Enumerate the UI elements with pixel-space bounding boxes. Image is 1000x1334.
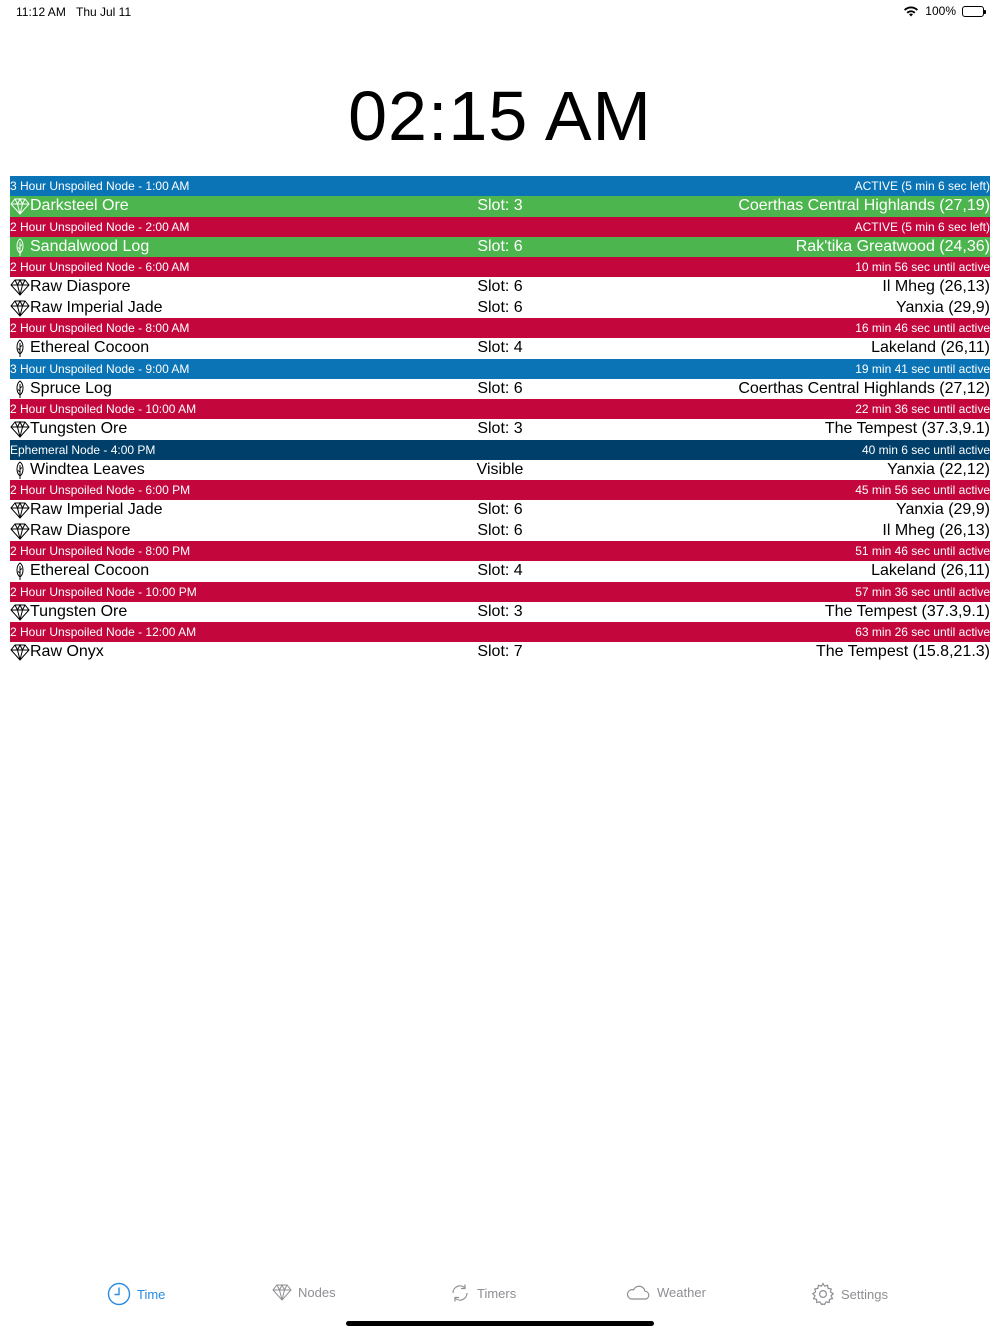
wifi-icon [903,5,919,17]
node-group-header [10,359,990,379]
node-item-row[interactable] [10,196,990,217]
node-item-row[interactable] [10,338,990,359]
gem-icon [10,521,30,541]
item-location: Lakeland (26,11) [871,339,990,357]
node-group-header [10,440,990,460]
item-slot: Visible [476,460,524,478]
node-group-title: Ephemeral Node - 4:00 PM [10,442,156,457]
node-group-header [10,257,990,277]
node-group-title: 2 Hour Unspoiled Node - 12:00 AM [10,625,197,639]
leaf-icon [10,237,30,257]
node-group-title: 2 Hour Unspoiled Node - 10:00 PM [10,584,197,599]
node-group-title: 2 Hour Unspoiled Node - 6:00 PM [10,483,191,497]
node-group-header [10,176,990,196]
tab-label: Time [137,1286,166,1302]
node-item-row[interactable] [10,602,990,623]
item-slot: Slot: 3 [477,197,523,215]
node-group-title: 2 Hour Unspoiled Node - 10:00 AM [10,402,197,416]
node-group-status: 19 min 41 sec until active [855,361,990,376]
node-group-status: 10 min 56 sec until active [855,260,990,274]
gem-icon [10,419,30,439]
gem-icon [10,602,30,622]
node-item-row[interactable] [10,298,990,319]
node-group-status: 45 min 56 sec until active [855,483,990,497]
item-name: Ethereal Cocoon [30,339,150,357]
node-group-title: 3 Hour Unspoiled Node - 9:00 AM [10,361,190,376]
item-name: Ethereal Cocoon [30,562,150,580]
node-item-row[interactable] [10,379,990,400]
leaf-icon [10,338,30,358]
item-name: Tungsten Ore [30,420,128,438]
item-name: Sandalwood Log [30,237,150,255]
gem-icon [10,500,30,520]
item-slot: Slot: 6 [477,298,523,316]
leaf-icon [10,460,30,480]
item-location: Il Mheg (26,13) [882,521,990,539]
cloud-icon [625,1282,651,1302]
item-location: Yanxia (29,9) [896,501,990,519]
clock-icon [107,1282,131,1306]
gear-icon [811,1282,835,1306]
item-slot: Slot: 6 [477,278,523,296]
status-date: Thu Jul 11 [76,5,132,19]
node-group-status: 40 min 6 sec until active [861,442,990,457]
item-name: Raw Imperial Jade [30,298,163,316]
item-location: Rak'tika Greatwood (24,36) [795,237,990,255]
battery-percent: 100% [925,4,956,18]
node-list [10,176,990,663]
tab-timers[interactable] [449,1282,516,1304]
home-indicator [346,1321,654,1326]
leaf-icon [10,561,30,581]
leaf-icon [10,379,30,399]
node-group-status: 22 min 36 sec until active [855,402,990,416]
item-location: Coerthas Central Highlands (27,12) [738,379,990,397]
item-slot: Slot: 6 [477,521,523,539]
node-item-row[interactable] [10,460,990,481]
node-group-header [10,217,990,237]
node-group-title: 2 Hour Unspoiled Node - 2:00 AM [10,219,190,234]
node-group-status: 16 min 46 sec until active [855,321,990,335]
item-location: Lakeland (26,11) [871,562,990,580]
item-name: Raw Diaspore [30,278,131,296]
item-name: Raw Onyx [30,643,104,661]
node-group-status: 63 min 26 sec until active [855,625,990,639]
node-group-header [10,480,990,500]
status-bar [0,0,1000,24]
node-group-header [10,318,990,338]
node-group-header [10,622,990,642]
node-item-row[interactable] [10,561,990,582]
node-group-title: 3 Hour Unspoiled Node - 1:00 AM [10,179,190,193]
item-slot: Slot: 6 [477,237,523,255]
item-location: Coerthas Central Highlands (27,19) [738,197,990,215]
item-location: The Tempest (37.3,9.1) [824,420,990,438]
refresh-icon [449,1282,471,1304]
item-location: Yanxia (22,12) [887,460,990,478]
node-group-status: ACTIVE (5 min 6 sec left) [854,219,990,234]
node-group-header [10,399,990,419]
tab-nodes[interactable] [272,1282,336,1302]
tab-label: Nodes [298,1284,336,1300]
item-slot: Slot: 7 [477,643,523,661]
item-name: Windtea Leaves [30,460,145,478]
item-name: Raw Imperial Jade [30,501,163,519]
item-slot: Slot: 4 [477,339,523,357]
node-group-status: ACTIVE (5 min 6 sec left) [854,179,990,193]
node-group-title: 2 Hour Unspoiled Node - 6:00 AM [10,260,190,274]
node-item-row[interactable] [10,237,990,258]
item-name: Tungsten Ore [30,602,128,620]
item-location: Il Mheg (26,13) [882,278,990,296]
item-name: Darksteel Ore [30,197,129,215]
node-group-status: 57 min 36 sec until active [855,584,990,599]
gem-icon [10,298,30,318]
node-group-header [10,582,990,602]
item-slot: Slot: 6 [477,501,523,519]
tab-label: Timers [477,1285,517,1301]
gem-icon [10,642,30,662]
item-slot: Slot: 6 [477,379,523,397]
status-time: 11:12 AM [16,5,66,19]
tab-label: Settings [841,1286,888,1302]
tab-bar [0,1270,1000,1320]
gem-icon [10,277,30,297]
tab-time[interactable] [107,1282,165,1306]
tab-settings[interactable] [811,1282,888,1306]
node-group-title: 2 Hour Unspoiled Node - 8:00 AM [10,321,190,335]
node-item-row[interactable] [10,277,990,298]
node-item-row[interactable] [10,419,990,440]
node-group-status: 51 min 46 sec until active [855,544,990,558]
item-slot: Slot: 4 [477,562,523,580]
tab-weather[interactable] [625,1282,706,1302]
status-right [903,4,984,18]
item-location: The Tempest (15.8,21.3) [815,643,990,661]
item-location: The Tempest (37.3,9.1) [824,602,990,620]
item-slot: Slot: 3 [477,420,523,438]
node-group-title: 2 Hour Unspoiled Node - 8:00 PM [10,544,191,558]
item-location: Yanxia (29,9) [896,298,990,316]
node-item-row[interactable] [10,642,990,663]
current-time: 02:15 AM [348,77,652,155]
gem-icon [272,1282,292,1302]
item-name: Raw Diaspore [30,521,131,539]
node-item-row[interactable] [10,500,990,521]
item-slot: Slot: 3 [477,602,523,620]
tab-label: Weather [657,1284,706,1300]
battery-icon [962,6,984,17]
item-name: Spruce Log [30,379,112,397]
gem-icon [10,196,30,216]
node-item-row[interactable] [10,521,990,542]
node-group-header [10,541,990,561]
